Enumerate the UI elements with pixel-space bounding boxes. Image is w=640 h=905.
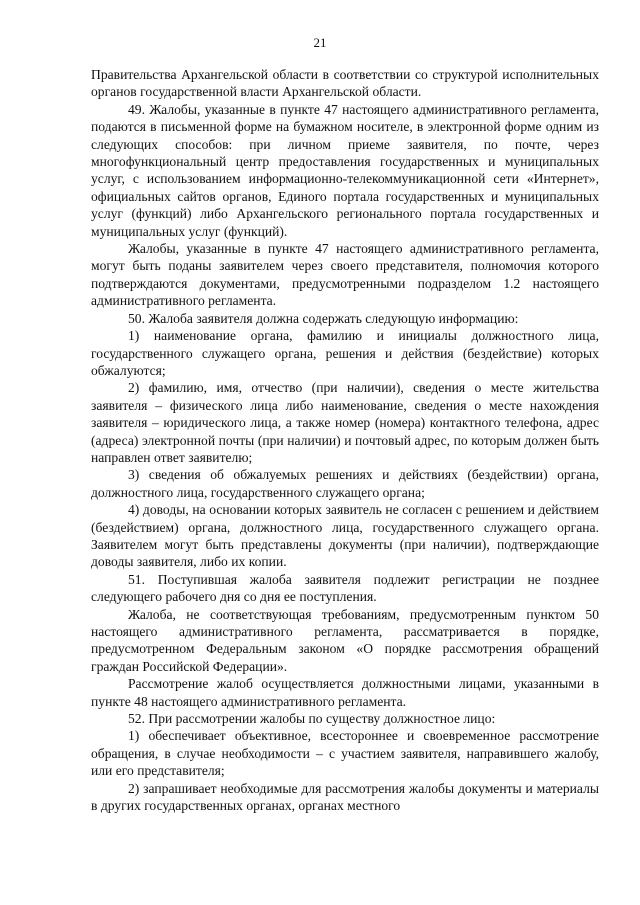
paragraph: 50. Жалоба заявителя должна содержать следующую информацию: [128,310,519,326]
paragraph: Правительства Архангельской области в соответствии со структурой исполнительных органов государственной власти Архангельской области. [91,67,599,100]
list-item: 1) обеспечивает объективное, всестороннее и своевременное рассмотрение обращения, в случае необходимости – с участием заявителя, направившего жалобу, или его представителя; [91,728,599,779]
paragraph: Жалобы, указанные в пункте 47 настоящего административного регламента, могут быть поданы заявителем через своего представителя, полномочия которого подтверждаются документами, предусмотренными подразделом 1.2 настоящего административного регламента. [91,241,599,309]
page-number: 21 [313,35,327,50]
list-item: 1) наименование органа, фамилию и инициалы должностного лица, государственного служащего органа, решения и действия (бездействие) которых обжалуются; [91,328,599,378]
document-body [91,66,599,814]
paragraph: 51. Поступившая жалоба заявителя подлежит регистрации не позднее следующего рабочего дня со дня ее поступления. [91,571,599,605]
paragraph: Жалоба, не соответствующая требованиям, предусмотренным пунктом 50 настоящего административного регламента, рассматривается в порядке, предусмотренном Федеральным законом «О порядке рассмотрения обращений граждан Российской Федерации». [91,606,599,674]
paragraph: 52. При рассмотрении жалобы по существу должностное лицо: [128,711,496,727]
paragraph: 49. Жалобы, указанные в пункте 47 настоящего административного регламента, подаются в письменной форме на бумажном носителе, в электронной форме одним из следующих способов: при личном приеме заявителя, по почте, через многофункциональный центр предоставления государственных и муниципальных услуг, с использованием информационно-телекоммуникационной сети «Интернет», официальных сайтов органов, Единого портала государственных и муниципальных услуг (функций) либо Архангельского регионального портала государственных и муниципальных услуг (функций). [91,101,599,239]
list-item: 2) фамилию, имя, отчество (при наличии), сведения о месте жительства заявителя – физического лица либо наименование, сведения о месте нахождения заявителя – юридического лица, а также номер (номера) контактного телефона, адрес (адреса) электронной почты (при наличии) и почтовый адрес, по которым должен быть направлен ответ заявителю; [91,380,599,465]
list-item: 2) запрашивает необходимые для рассмотрения жалобы документы и материалы в других государственных органах, органах местного [91,780,599,814]
list-item: 3) сведения об обжалуемых решениях и действиях (бездействии) органа, должностного лица, государственного служащего органа; [91,467,599,500]
list-item: 4) доводы, на основании которых заявитель не согласен с решением и действием (бездействием) органа, должностного лица, государственного служащего органа. Заявителем могут быть представлены документы (при наличии), подтверждающие доводы заявителя, либо их копии. [91,502,599,570]
paragraph: Рассмотрение жалоб осуществляется должностными лицами, указанными в пункте 48 настоящего административного регламента. [91,676,599,709]
